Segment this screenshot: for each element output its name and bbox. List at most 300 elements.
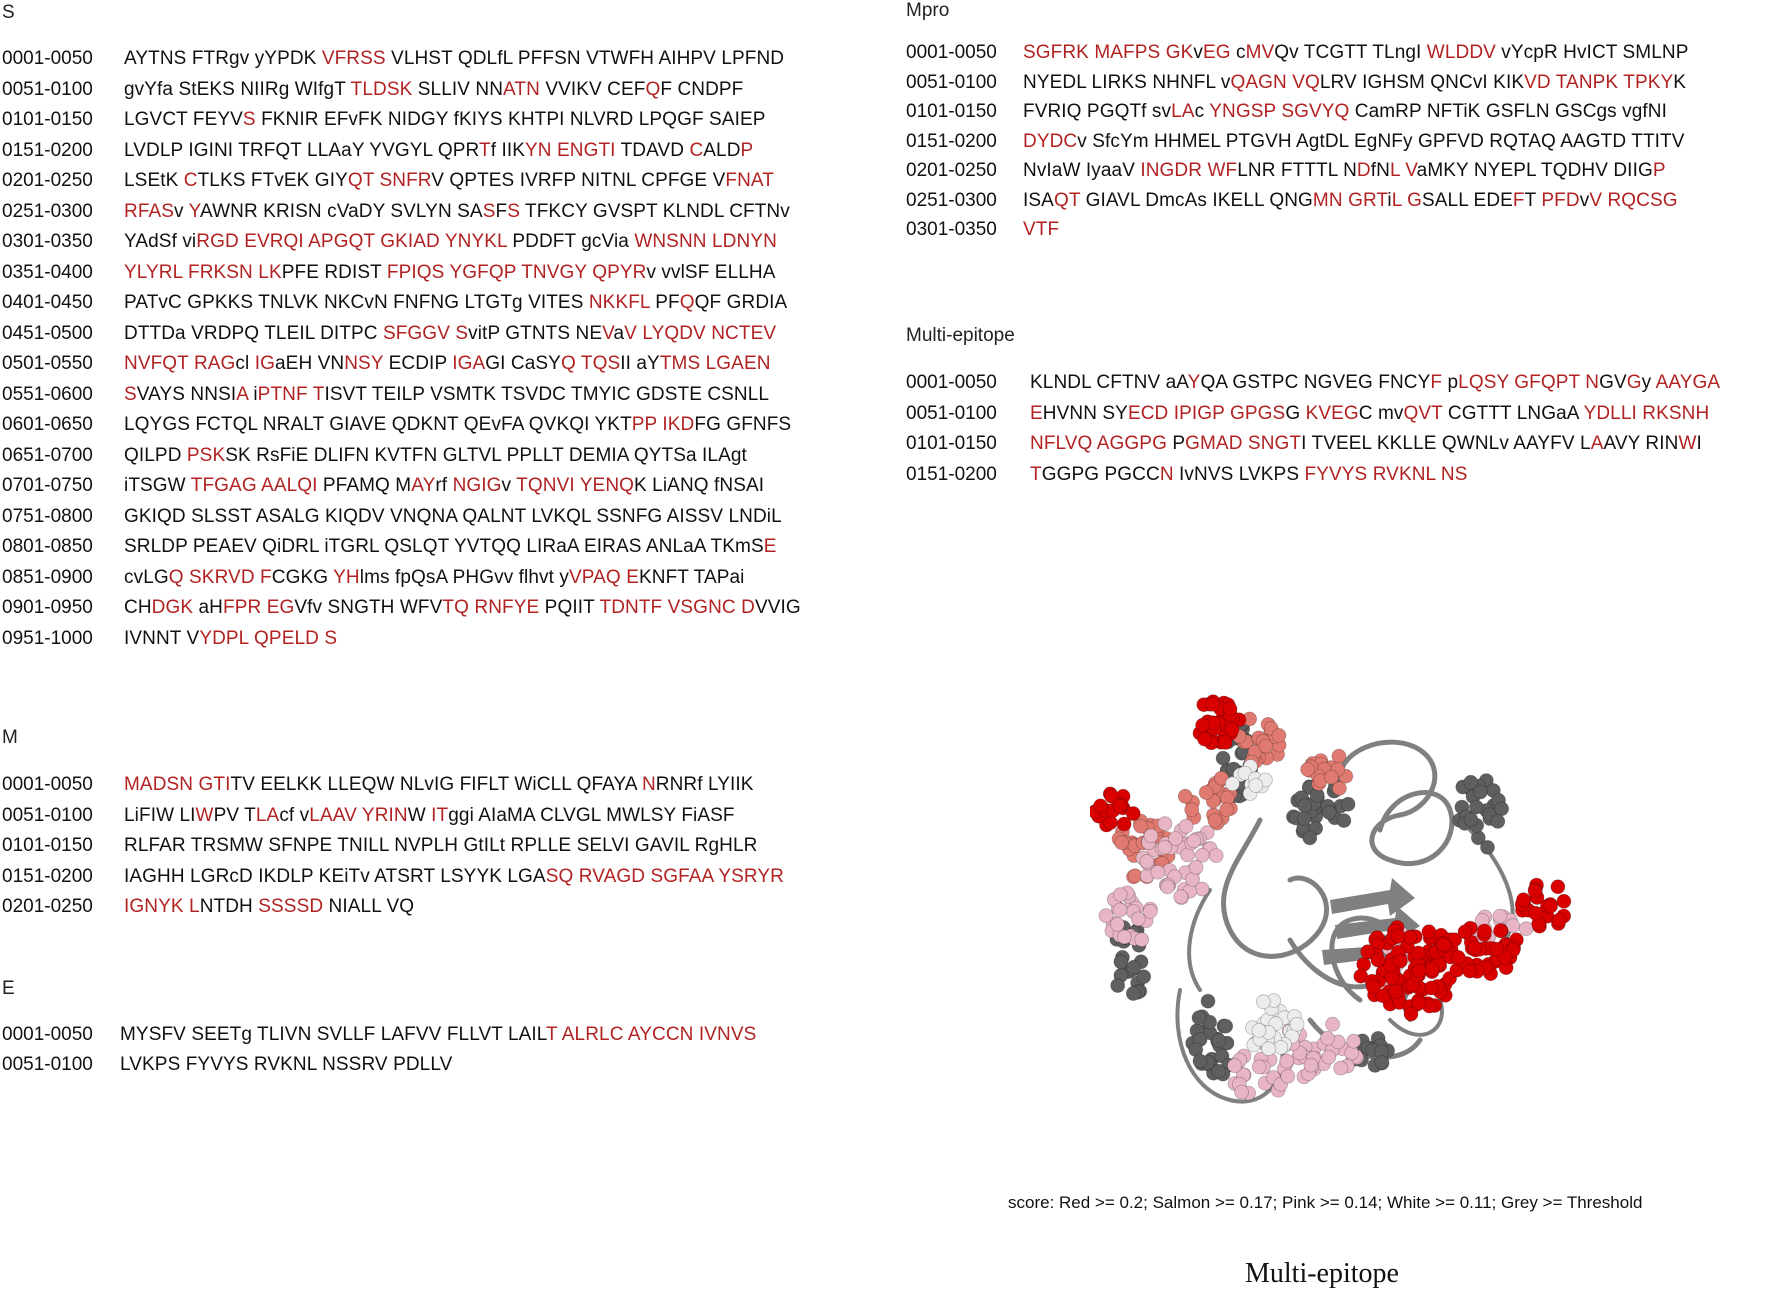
residue-range: 0001-0050 bbox=[906, 372, 997, 393]
epitope-residues: YNGSP bbox=[1209, 101, 1276, 122]
atom-sphere bbox=[1544, 899, 1558, 913]
epitope-residues: TANPK bbox=[1555, 71, 1619, 93]
epitope-residues: YRIN bbox=[361, 804, 408, 826]
epitope-residues: SGFRK bbox=[1023, 42, 1089, 63]
epitope-residues: QT bbox=[347, 170, 375, 191]
atom-sphere bbox=[1187, 834, 1201, 848]
epitope-residues: IGA bbox=[452, 353, 486, 374]
sequence-row bbox=[906, 97, 1766, 127]
epitope-residues: S bbox=[507, 200, 520, 222]
atom-sphere bbox=[1412, 996, 1426, 1010]
epitope-residues: SGFAA bbox=[650, 865, 714, 887]
residue-range: 0951-1000 bbox=[2, 627, 93, 649]
sequence-row bbox=[2, 831, 862, 861]
sequence-text: NYEDL LIRKS NHNFL vQAGN VQLRV IGHSM QNCvI KIKVD TANPK TPKYK bbox=[1023, 71, 1687, 93]
epitope-residues: LQSY bbox=[1458, 372, 1509, 393]
atom-sphere bbox=[1099, 909, 1113, 923]
epitope-residues: GTI bbox=[198, 774, 231, 795]
atom-sphere bbox=[1517, 893, 1531, 907]
epitope-residues: ENGTI bbox=[556, 139, 616, 161]
epitope-residues: INGDR bbox=[1140, 160, 1203, 181]
sequence-row bbox=[2, 532, 862, 562]
epitope-residues: QPYR bbox=[592, 261, 647, 283]
epitope-residues: SNGT bbox=[1247, 433, 1302, 454]
epitope-residues: LK bbox=[258, 261, 282, 283]
sequence-row bbox=[2, 44, 862, 74]
sequence-row bbox=[906, 429, 1766, 459]
epitope-residues: ATN bbox=[503, 78, 540, 100]
sequence-row bbox=[2, 862, 862, 892]
sequence-row bbox=[906, 156, 1766, 186]
epitope-residues: RVAGD bbox=[578, 865, 646, 887]
epitope-residues: MAFPS bbox=[1094, 42, 1161, 63]
epitope-residues: RGD bbox=[196, 231, 239, 252]
epitope-residues: GK bbox=[1165, 42, 1194, 63]
residue-range: 0151-0200 bbox=[2, 865, 93, 887]
epitope-residues: VD bbox=[1524, 71, 1551, 93]
epitope-residues: TFGAG bbox=[190, 475, 257, 496]
epitope-residues: QT bbox=[1053, 189, 1081, 211]
epitope-residues: SSSSD bbox=[258, 896, 324, 917]
epitope-residues: Q bbox=[168, 566, 184, 588]
epitope-residues: E bbox=[763, 536, 777, 557]
atom-sphere bbox=[1424, 981, 1438, 995]
sequence-row bbox=[2, 770, 862, 800]
atom-sphere bbox=[1094, 799, 1108, 813]
epitope-residues: YH bbox=[333, 566, 360, 588]
epitope-residues: GMAD bbox=[1185, 433, 1243, 454]
atom-sphere bbox=[1393, 954, 1407, 968]
sequence-text: RLFAR TRSMW SFNPE TNILL NVPLH GtILt RPLLE SELVI GAVIL RgHLR bbox=[124, 835, 758, 856]
epitope-residues: F bbox=[260, 566, 272, 588]
epitope-residues: L bbox=[189, 896, 200, 917]
sequence-panel-s bbox=[2, 2, 882, 662]
epitope-residues: GRT bbox=[1348, 189, 1388, 211]
atom-sphere bbox=[1228, 1059, 1242, 1073]
score-legend: score: Red >= 0.2; Salmon >= 0.17; Pink >= 0.14; White >= 0.11; Grey >= Threshold bbox=[1008, 1193, 1643, 1212]
residue-range: 0201-0250 bbox=[2, 896, 93, 917]
epitope-residues: LGAEN bbox=[705, 353, 771, 374]
atom-sphere bbox=[1529, 906, 1543, 920]
epitope-residues: RKSNH bbox=[1642, 402, 1710, 424]
sequence-text: FVRIQ PGQTf svLAc YNGSP SGVYQ CamRP NFTiK GSFLN GSCgs vgfNI bbox=[1023, 101, 1668, 122]
epitope-residues: FPR bbox=[223, 597, 262, 618]
residue-range: 0051-0100 bbox=[2, 1053, 93, 1075]
residue-range: 0601-0650 bbox=[2, 414, 93, 435]
epitope-residues: N bbox=[1159, 463, 1174, 485]
residue-range: 0051-0100 bbox=[2, 78, 93, 100]
epitope-residues: FRKSN bbox=[187, 261, 253, 283]
sequence-row bbox=[2, 105, 862, 135]
residue-range: 0901-0950 bbox=[2, 597, 93, 618]
sequence-text: GKIQD SLSST ASALG KIQDV VNQNA QALNT LVKQL SSNFG AISSV LNDiL bbox=[124, 505, 782, 527]
epitope-residues: EG bbox=[1202, 42, 1231, 63]
atom-sphere bbox=[1198, 732, 1212, 746]
atom-sphere bbox=[1196, 718, 1210, 732]
epitope-residues: MN bbox=[1312, 189, 1343, 211]
sequence-panel-mpro bbox=[906, 0, 1772, 250]
atom-sphere bbox=[1199, 786, 1213, 800]
atom-sphere bbox=[1201, 994, 1215, 1008]
epitope-residues: SNFR bbox=[379, 170, 432, 191]
residue-range: 0251-0300 bbox=[906, 189, 997, 211]
atom-sphere bbox=[1494, 924, 1508, 938]
epitope-residues: IGNYK bbox=[124, 896, 184, 917]
residue-range: 0051-0100 bbox=[906, 402, 997, 424]
atom-sphere bbox=[1411, 946, 1425, 960]
epitope-residues: IKD bbox=[662, 414, 695, 435]
sequence-text: SVAYS NNSIA iPTNF TISVT TEILP VSMTK TSVDC TMYIC GDSTE CSNLL bbox=[124, 383, 770, 405]
atom-sphere bbox=[1192, 1011, 1206, 1025]
epitope-residues: TQNVI bbox=[516, 475, 575, 496]
atom-sphere bbox=[1212, 1064, 1226, 1078]
sequence-text: NvIaW IyaaV INGDR WFLNR FTTTL NDfNL VaMKY NYEPL TQDHV DIIGP bbox=[1023, 160, 1666, 181]
residue-range: 0801-0850 bbox=[2, 536, 93, 557]
epitope-residues: YDPL bbox=[199, 627, 249, 649]
epitope-residues: N bbox=[641, 774, 656, 795]
epitope-residues: Q bbox=[560, 353, 576, 374]
epitope-residues: TMS bbox=[659, 353, 701, 374]
sequence-text: LGVCT FEYVS FKNIR EFvFK NIDGY fKIYS KHTPI NLVRD LPQGF SAIEP bbox=[124, 109, 766, 130]
sequence-panel-e bbox=[2, 978, 882, 1088]
atom-sphere bbox=[1113, 903, 1127, 917]
epitope-residues: LA bbox=[255, 804, 280, 826]
atom-sphere bbox=[1220, 803, 1234, 817]
epitope-residues: WLDDV bbox=[1426, 42, 1496, 63]
atom-sphere bbox=[1113, 799, 1127, 813]
residue-range: 0051-0100 bbox=[2, 804, 93, 826]
sequence-text: LVKPS FYVYS RVKNL NSSRV PDLLV bbox=[120, 1053, 453, 1075]
epitope-residues: TNVGY bbox=[521, 261, 587, 283]
atom-sphere bbox=[1151, 865, 1165, 879]
epitope-residues: LA bbox=[1171, 101, 1195, 122]
atom-sphere bbox=[1127, 960, 1141, 974]
atom-sphere bbox=[1385, 971, 1399, 985]
sequence-text bbox=[1023, 215, 1059, 245]
epitope-residues: PTNF bbox=[257, 383, 308, 405]
sequence-row bbox=[2, 319, 862, 349]
epitope-residues: LAAV bbox=[309, 804, 357, 826]
atom-sphere bbox=[1389, 984, 1403, 998]
residue-range: 0501-0550 bbox=[2, 353, 93, 374]
epitope-residues: ECD bbox=[1127, 402, 1169, 424]
atom-sphere bbox=[1117, 930, 1131, 944]
atom-sphere bbox=[1473, 785, 1487, 799]
atom-sphere bbox=[1219, 1019, 1233, 1033]
atom-sphere bbox=[1557, 894, 1571, 908]
atom-sphere bbox=[1375, 1056, 1389, 1070]
atom-sphere bbox=[1464, 813, 1478, 827]
atom-sphere bbox=[1528, 884, 1542, 898]
atom-sphere bbox=[1185, 803, 1199, 817]
atom-sphere bbox=[1334, 1061, 1348, 1075]
atom-sphere bbox=[1131, 912, 1145, 926]
epitope-residues: RFAS bbox=[124, 200, 175, 222]
epitope-residues: ALRLC bbox=[561, 1024, 624, 1045]
atom-sphere bbox=[1322, 1050, 1336, 1064]
atom-sphere bbox=[1252, 1023, 1266, 1037]
epitope-residues: G bbox=[1626, 372, 1642, 393]
sequence-row bbox=[906, 127, 1766, 157]
atom-sphere bbox=[1281, 1069, 1295, 1083]
residue-range: 0751-0800 bbox=[2, 505, 93, 527]
atom-sphere bbox=[1469, 800, 1483, 814]
sequence-row bbox=[2, 801, 862, 831]
sequence-row bbox=[2, 197, 862, 227]
atom-sphere bbox=[1451, 950, 1465, 964]
atom-sphere bbox=[1280, 1054, 1294, 1068]
atom-sphere bbox=[1322, 806, 1336, 820]
epitope-residues: RVKNL bbox=[1372, 463, 1436, 485]
sequence-text: EHVNN SYECD IPIGP GPGSG KVEGC mvQVT CGTTT LNGaA YDLLI RKSNH bbox=[1030, 402, 1710, 424]
sequence-text: IVNNT VYDPL QPELD S bbox=[124, 627, 338, 649]
sequence-text: AYTNS FTRgv yYPDK VFRSS VLHST QDLfL PFFSN VTWFH AIHPV LPFND bbox=[124, 48, 785, 69]
atom-sphere bbox=[1252, 1060, 1266, 1074]
epitope-residues: SFGGV bbox=[382, 322, 450, 344]
atom-sphere bbox=[1437, 938, 1451, 952]
sequence-row bbox=[2, 502, 862, 532]
epitope-residues: Y bbox=[1187, 372, 1201, 393]
epitope-residues: IPIGP bbox=[1173, 402, 1225, 424]
sequence-row bbox=[2, 624, 862, 654]
atom-sphere bbox=[1140, 855, 1154, 869]
epitope-residues: NS bbox=[1440, 463, 1468, 485]
epitope-residues: VTF bbox=[1023, 219, 1060, 240]
sequence-text: MYSFV SEETg TLIVN SVLLF LAFVV FLLVT LAILT ALRLC AYCCN IVNVS bbox=[120, 1024, 757, 1045]
epitope-residues: MADSN bbox=[124, 774, 194, 795]
residue-range: 0551-0600 bbox=[2, 383, 93, 405]
atom-sphere bbox=[1274, 1040, 1288, 1054]
atom-sphere bbox=[1223, 702, 1237, 716]
epitope-residues: GKIAD bbox=[380, 231, 440, 252]
sequence-row bbox=[2, 166, 862, 196]
epitope-residues: V bbox=[1589, 189, 1603, 211]
protein-3d-structure-icon bbox=[1090, 690, 1630, 1140]
atom-sphere bbox=[1490, 942, 1504, 956]
epitope-residues: PP bbox=[631, 414, 657, 435]
epitope-residues: VFRSS bbox=[321, 48, 386, 69]
epitope-residues: KVEG bbox=[1305, 402, 1359, 424]
sequence-text: NVFQT RAGcl IGaEH VNNSY ECDIP IGAGI CaSYQ TQSII aYTMS LGAEN bbox=[124, 353, 771, 374]
atom-sphere bbox=[1337, 814, 1351, 828]
atom-sphere bbox=[1519, 922, 1533, 936]
sequence-text: ISAQT GIAVL DmcAs IKELL QNGMN GRTiL GSALL EDEFT PFDvV RQCSG bbox=[1023, 189, 1678, 211]
atom-sphere bbox=[1259, 739, 1273, 753]
sequence-row bbox=[2, 441, 862, 471]
sequence-row bbox=[906, 68, 1766, 98]
sequence-row bbox=[906, 186, 1766, 216]
atom-sphere bbox=[1304, 1058, 1318, 1072]
sequence-row bbox=[2, 563, 862, 593]
epitope-residues: L bbox=[1391, 189, 1402, 211]
epitope-residues: E bbox=[626, 566, 639, 588]
epitope-residues: IVNVS bbox=[698, 1024, 757, 1045]
sequence-row bbox=[2, 288, 862, 318]
sequence-text: IAGHH LGRcD IKDLP KEiTv ATSRT LSYYK LGASQ RVAGD SGFAA YSRYR bbox=[124, 865, 784, 887]
residue-range: 0701-0750 bbox=[2, 475, 93, 496]
sequence-text: LSEtK CTLKS FTvEK GIYQT SNFRV QPTES IVRFP NITNL CPFGE VFNAT bbox=[124, 170, 774, 191]
sequence-text: YLYRL FRKSN LKPFE RDIST FPIQS YGFQP TNVGY QPYRv vvlSF ELLHA bbox=[124, 261, 776, 283]
atom-sphere bbox=[1179, 819, 1193, 833]
atom-sphere bbox=[1209, 849, 1223, 863]
epitope-residues: SKRVD bbox=[189, 566, 255, 588]
residue-range: 0101-0150 bbox=[906, 433, 997, 454]
atom-sphere bbox=[1158, 840, 1172, 854]
residue-range: 0301-0350 bbox=[906, 219, 997, 240]
epitope-residues: YENQ bbox=[579, 475, 635, 496]
epitope-residues: RQCSG bbox=[1607, 189, 1678, 211]
epitope-residues: S bbox=[455, 322, 469, 344]
sequence-text: gvYfa StEKS NIIRg WIfgT TLDSK SLLIV NNATN VVIKV CEFQF CNDPF bbox=[124, 78, 744, 100]
sequence-text: QILPD PSKSK RsFiE DLIFN KVTFN GLTVL PPLLT DEMIA QYTSa ILAgt bbox=[124, 444, 747, 466]
epitope-residues: S bbox=[242, 109, 256, 130]
epitope-residues: TQ bbox=[442, 597, 469, 618]
atom-sphere bbox=[1208, 813, 1222, 827]
epitope-residues: QVT bbox=[1403, 402, 1443, 424]
atom-sphere bbox=[1272, 728, 1286, 742]
epitope-residues: FPIQS bbox=[386, 261, 445, 283]
epitope-residues: T bbox=[1030, 463, 1042, 485]
epitope-residues: SGVYQ bbox=[1281, 101, 1350, 122]
atom-sphere bbox=[1290, 1017, 1304, 1031]
atom-sphere bbox=[1481, 840, 1495, 854]
epitope-residues: YN bbox=[524, 139, 552, 161]
atom-sphere bbox=[1126, 987, 1140, 1001]
residue-range: 0101-0150 bbox=[2, 835, 93, 856]
sequence-row bbox=[2, 471, 862, 501]
residue-range: 0251-0300 bbox=[2, 200, 93, 222]
sequence-text: PATvC GPKKS TNLVK NKCvN FNFNG LTGTg VITES NKKFL PFQQF GRDIA bbox=[124, 292, 788, 313]
epitope-residues: TPKY bbox=[1623, 71, 1674, 93]
sequence-row bbox=[2, 227, 862, 257]
epitope-residues: Y bbox=[188, 200, 201, 222]
sequence-text: CHDGK aHFPR EGVfv SNGTH WFVTQ RNFYE PQIIT TDNTF VSGNC DVVIG bbox=[124, 597, 801, 618]
atom-sphere bbox=[1189, 860, 1203, 874]
sequence-row bbox=[2, 258, 862, 288]
epitope-residues: NVFQT bbox=[124, 353, 189, 374]
epitope-residues: QAGN bbox=[1230, 71, 1287, 93]
epitope-residues: MV bbox=[1245, 42, 1275, 63]
residue-range: 0201-0250 bbox=[2, 170, 93, 191]
panel-title: M bbox=[2, 727, 18, 748]
atom-sphere bbox=[1218, 735, 1232, 749]
residue-range: 0651-0700 bbox=[2, 444, 93, 466]
atom-sphere bbox=[1235, 1085, 1249, 1099]
atom-sphere bbox=[1477, 924, 1491, 938]
sequence-row bbox=[2, 349, 862, 379]
epitope-residues: IG bbox=[254, 353, 275, 374]
sequence-text: NFLVQ AGGPG PGMAD SNGTI TVEEL KKLLE QWNLv AAYFV LAAVY RINWI bbox=[1030, 433, 1702, 454]
epitope-residues: Q bbox=[679, 292, 695, 313]
sequence-text: TGGPG PGCCN IvNVS LVKPS FYVYS RVKNL NS bbox=[1030, 463, 1468, 485]
atom-sphere bbox=[1371, 953, 1385, 967]
residue-range: 0151-0200 bbox=[2, 139, 93, 161]
atom-sphere bbox=[1493, 909, 1507, 923]
atom-sphere bbox=[1143, 904, 1157, 918]
residue-range: 0101-0150 bbox=[906, 101, 997, 122]
epitope-residues: RAG bbox=[193, 353, 236, 374]
epitope-residues: T bbox=[478, 139, 491, 161]
epitope-residues: W bbox=[1678, 433, 1697, 454]
atom-sphere bbox=[1212, 1033, 1226, 1047]
panel-title: Mpro bbox=[906, 0, 950, 21]
atom-sphere bbox=[1298, 799, 1312, 813]
epitope-residues: DYDC bbox=[1023, 130, 1078, 152]
epitope-residues: F bbox=[1512, 189, 1525, 211]
atom-sphere bbox=[1113, 888, 1127, 902]
epitope-residues: AYCCN bbox=[627, 1024, 694, 1045]
atom-sphere bbox=[1425, 963, 1439, 977]
epitope-residues: VQ bbox=[1292, 71, 1320, 93]
epitope-residues: D bbox=[741, 597, 755, 618]
epitope-residues: L bbox=[1389, 160, 1400, 181]
panel-title: Multi-epitope bbox=[906, 325, 1015, 346]
epitope-residues: P bbox=[1652, 160, 1666, 181]
epitope-residues: E bbox=[1030, 402, 1043, 424]
epitope-residues: AY bbox=[411, 475, 436, 496]
residue-range: 0451-0500 bbox=[2, 322, 93, 344]
atom-sphere bbox=[1135, 933, 1149, 947]
atom-sphere bbox=[1114, 955, 1128, 969]
sequence-row bbox=[2, 892, 862, 922]
epitope-residues: Q bbox=[645, 78, 661, 100]
epitope-residues: VSGNC bbox=[667, 597, 736, 618]
epitope-residues: SQ bbox=[545, 865, 574, 887]
epitope-residues: WNSNN bbox=[634, 231, 707, 252]
epitope-residues: YNYKL bbox=[444, 231, 507, 252]
epitope-residues: NGIG bbox=[452, 475, 502, 496]
epitope-residues: EG bbox=[266, 597, 295, 618]
epitope-residues: S bbox=[482, 200, 496, 222]
epitope-residues: WF bbox=[1207, 160, 1238, 181]
epitope-residues: NFLVQ bbox=[1030, 433, 1093, 454]
atom-sphere bbox=[1391, 929, 1405, 943]
epitope-residues: F bbox=[1430, 372, 1443, 393]
atom-sphere bbox=[1178, 789, 1192, 803]
atom-sphere bbox=[1303, 831, 1317, 845]
sequence-row bbox=[2, 136, 862, 166]
epitope-residues: A bbox=[1590, 433, 1604, 454]
sequence-row bbox=[2, 593, 862, 623]
epitope-residues: AALQI bbox=[261, 475, 318, 496]
atom-sphere bbox=[1458, 925, 1472, 939]
epitope-residues: N bbox=[1585, 372, 1600, 393]
epitope-residues: FYVYS bbox=[1304, 463, 1368, 485]
atom-sphere bbox=[1174, 890, 1188, 904]
atom-sphere bbox=[1468, 941, 1482, 955]
atom-sphere bbox=[1144, 829, 1158, 843]
sequence-row bbox=[906, 38, 1766, 68]
epitope-residues: W bbox=[195, 804, 214, 826]
atom-sphere bbox=[1262, 1042, 1276, 1056]
residue-range: 0001-0050 bbox=[2, 48, 93, 69]
residue-range: 0201-0250 bbox=[906, 160, 997, 181]
atom-sphere bbox=[1193, 1054, 1207, 1068]
atom-sphere bbox=[1256, 995, 1270, 1009]
epitope-residues: V bbox=[602, 322, 614, 344]
atom-sphere bbox=[1326, 1017, 1340, 1031]
epitope-residues: YDLLI bbox=[1583, 402, 1637, 424]
epitope-residues: QPELD bbox=[254, 627, 319, 649]
atom-sphere bbox=[1297, 812, 1311, 826]
sequence-row bbox=[906, 399, 1766, 429]
epitope-residues: PSK bbox=[186, 444, 226, 466]
epitope-residues: NCTEV bbox=[711, 322, 777, 344]
figure-caption: Multi-epitope bbox=[1245, 1258, 1399, 1289]
epitope-residues: A bbox=[236, 383, 248, 405]
residue-range: 0151-0200 bbox=[906, 130, 997, 152]
sequence-text: DTTDa VRDPQ TLEIL DITPC SFGGV SvitP GTNTS NEVaV LYQDV NCTEV bbox=[124, 322, 777, 344]
